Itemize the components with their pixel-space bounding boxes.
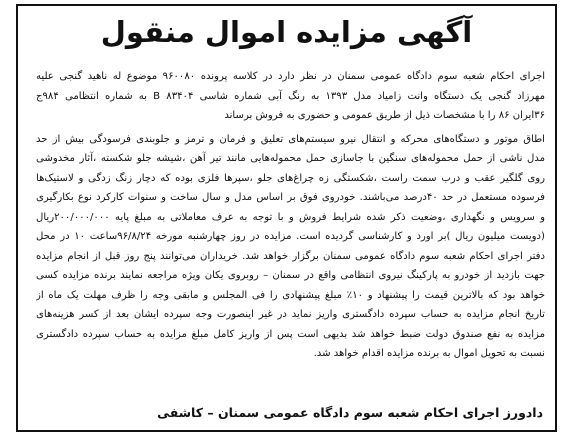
notice-line: خواهد بود که بالاترین قیمت را پیشنهاد و ۱۰٪ مبلغ پیشنهادی را فی المجلس و مابقی وجه را ظرف مهلت یک ماه از bbox=[36, 289, 545, 301]
notice-line: جهت بازدید از خودرو به پارکینگ نیروی انتظامی واقع در سمنان – روبروی یکان ویژه مراجعه نمایند برنده مزایده کسی bbox=[36, 270, 545, 281]
notice-paragraph-intro bbox=[36, 67, 545, 126]
notice-body bbox=[36, 67, 545, 364]
notice-line: روی گلگیر عقب و درب سمت راست ،شکستگی زه چراغ‌های جلو ،سپرها فلزی بوده که دچار زنگ زدگی و لاستیک‌ها bbox=[36, 172, 545, 184]
notice-title: آگهی مزایده اموال منقول bbox=[100, 15, 473, 49]
notice-line: تاریخ انجام مزایده به حساب سپرده دادگستری واریز نماید در غیر اینصورت وجه سپرده ایشان بعد از کسر هزینه‌های bbox=[36, 309, 545, 320]
notice-line: اطاق موتور و دستگاه‌های محرکه و انتقال نیرو سیستم‌های تعلیق و فرمان و ترمز و جلوبندی فرسودگی بیش از حد bbox=[36, 133, 545, 145]
notice-signature: دادورز اجرای احکام شعبه سوم دادگاه عمومی سمنان – کاشفی bbox=[157, 405, 543, 420]
notice-line: نسبت به تحویل اموال به برنده مزایده اقدام خواهد شد. bbox=[313, 348, 545, 359]
notice-line: و سرویس و نگهداری ،وضعیت ذکر شده شرایط فروش و با توجه به عرف معاملاتی به مبلغ پایه ۲۰۰/۰۰۰/۰۰۰ریال bbox=[36, 211, 545, 223]
notice-line: اجرای احکام شعبه سوم دادگاه عمومی سمنان در نظر دارد در کلاسه پرونده ۹۶۰۰۸۰ موضوع له ناهید گنجی علیه bbox=[36, 71, 545, 82]
notice-paragraph-details bbox=[36, 130, 545, 364]
notice-line: مهرزاد گنجی یک دستگاه وانت زامیاد مدل ۱۳۹۳ به رنگ آبی شماره شاسی ۸۳۴۰۴ B به شماره انتظامی ۹۸۴ج bbox=[36, 90, 545, 102]
notice-line: مزایده به نفع صندوق دولت ضبط خواهد شد بدیهی است پس از واریز کامل مبلغ مزایده به حساب سپرده دادگستری bbox=[36, 328, 545, 340]
notice-frame bbox=[16, 4, 557, 432]
notice-line: (دویست میلیون ریال )بر اورد و کارشناسی گردیده است. مزایده در روز چهارشنبه مورخه ۹۶/۸/۲۴ساعت ۱۰ در محل bbox=[36, 231, 545, 242]
notice-line: دفتر اجرای احکام شعبه سوم دادگاه عمومی سمنان برگزار خواهد شد. خریداران می‌توانند پنج روز قبل از انجام مزایده bbox=[36, 250, 545, 262]
notice-line: فرسوده مستعمل در حد ۴۰درصد می‌باشند. خودروی فوق بر اساس مدل و سال ساخت و سنوات کارکرد نوع بکارگیری bbox=[36, 192, 545, 203]
notice-line: ۳۶ایران ۸۶ را با مشخصات ذیل از طریق عمومی و حضوری به فروش برساند bbox=[224, 110, 545, 121]
notice-line: مدل ناشی از حمل محموله‌های سنگین با جاسازی حمل محموله‌هایی مانند تیر آهن ،شیشه جلو شکسته ،آثار مخدوشی bbox=[36, 153, 545, 164]
